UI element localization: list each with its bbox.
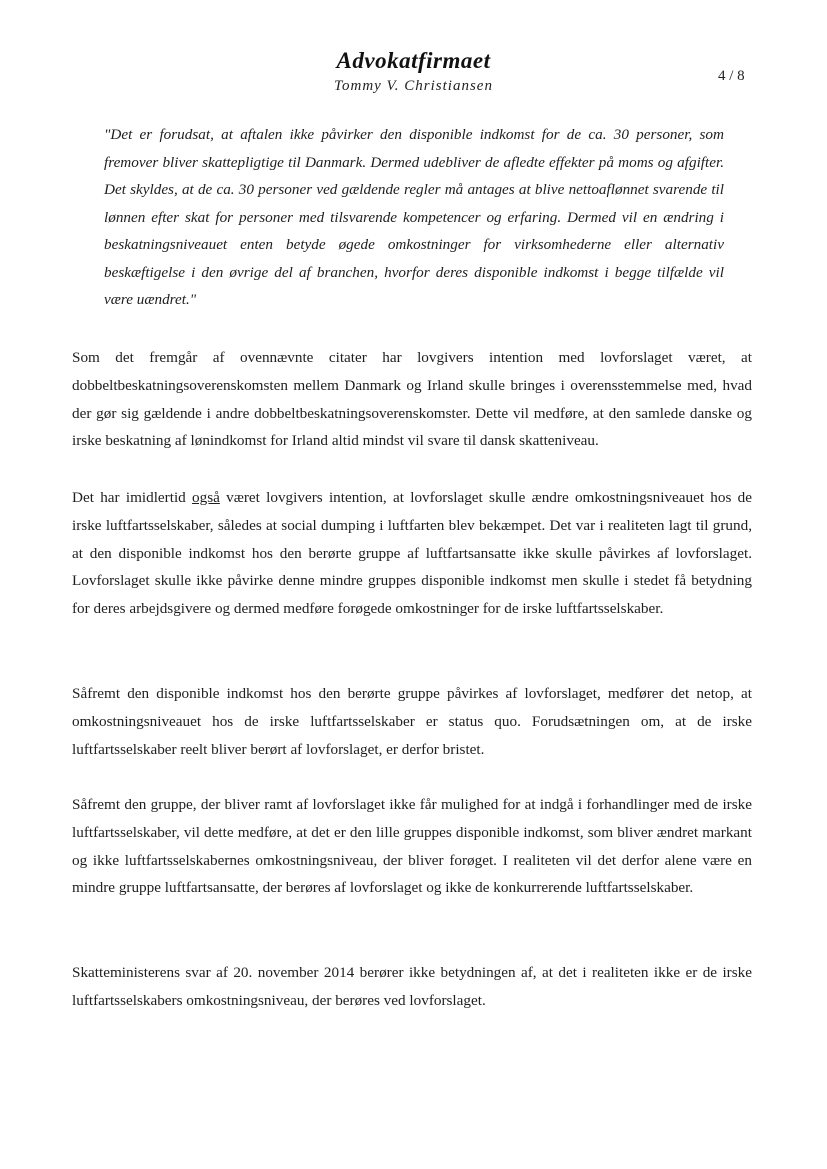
paragraph-negotiations: Såfremt den gruppe, der bliver ramt af lovforslaget ikke får mulighed for at indgå i forhandlinger med de irske luftfartsselskaber, vil dette medføre, at det er den lille gruppes disponible indkomst, som bliver ændret markant og ikke luftfartsselskabernes omkostningsniveau, der bliver forøget. I realiteten vil det derfor alene være en mindre gruppe luftfartsansatte, der berøres af lovforslaget og ikke de konkurrerende luftfartsselskaber. <box>72 796 752 897</box>
paragraph-status-quo: Såfremt den disponible indkomst hos den berørte gruppe påvirkes af lovforslaget, medfører det netop, at omkostningsniveauet hos de irske luftfartsselskaber er status quo. Forudsætningen om, at de irske luftfartsselskaber reelt bliver berørt af lovforslaget, er derfor bristet. <box>72 685 752 758</box>
lawyer-name: Tommy V. Christiansen <box>334 78 493 94</box>
paragraph-text: Det har imidlertid <box>72 489 193 506</box>
underlined-word: også <box>192 489 220 506</box>
firm-name: Advokatfirmaet <box>336 48 491 73</box>
quote-block: "Det er forudsat, at aftalen ikke påvirker den disponible indkomst for de ca. 30 personer, som fremover bliver skattepligtige til Danmark. Dermed udebliver de afledte effekter på moms og afgifter. Det skyldes, at de ca. 30 personer ved gældende regler må antages at blive nettoaflønnet svarende til lønnen efter skat for personer med tilsvarende kompetencer og erfaring. Dermed vil en ændring i beskatningsniveauet enten betyde øgede omkostninger for virksomhederne eller alternativ beskæftigelse i den øvrige del af branchen, hvorfor deres disponible indkomst i begge tilfælde vil være uændret." <box>104 126 724 308</box>
paragraph-text: været lovgivers intention, at lovforslaget skulle ændre omkostningsniveauet hos de irske luftfartsselskaber, således at social dumping i luftfarten blev bekæmpet. Det var i realiteten lagt til grund, at den disponible indkomst hos den berørte gruppe af luftfartsansatte ikke skulle påvirkes af lovforslaget. Lovforslaget skulle ikke påvirke denne mindre gruppes disponible indkomst men skulle i stedet få betydning for deres arbejdsgivere og dermed medføre forøgede omkostninger for de irske luftfartsselskaber. <box>72 489 753 618</box>
paragraph-social-dumping <box>72 484 752 623</box>
paragraph-minister-reply: Skatteministerens svar af 20. november 2014 berører ikke betydningen af, at det i realiteten ikke er de irske luftfartsselskabers omkostningsniveau, der berøres ved lovforslaget. <box>72 964 752 1009</box>
paragraph-intention: Som det fremgår af ovennævnte citater har lovgivers intention med lovforslaget været, at dobbeltbeskatningsoverenskomsten mellem Danmark og Irland skulle bringes i overensstemmelse med, hvad der gør sig gældende i andre dobbeltbeskatningsoverenskomster. Dette vil medføre, at den samlede danske og irske beskatning af lønindkomst for Irland altid mindst vil svare til dansk skatteniveau. <box>72 349 752 450</box>
page-number: 4 / 8 <box>718 68 745 84</box>
